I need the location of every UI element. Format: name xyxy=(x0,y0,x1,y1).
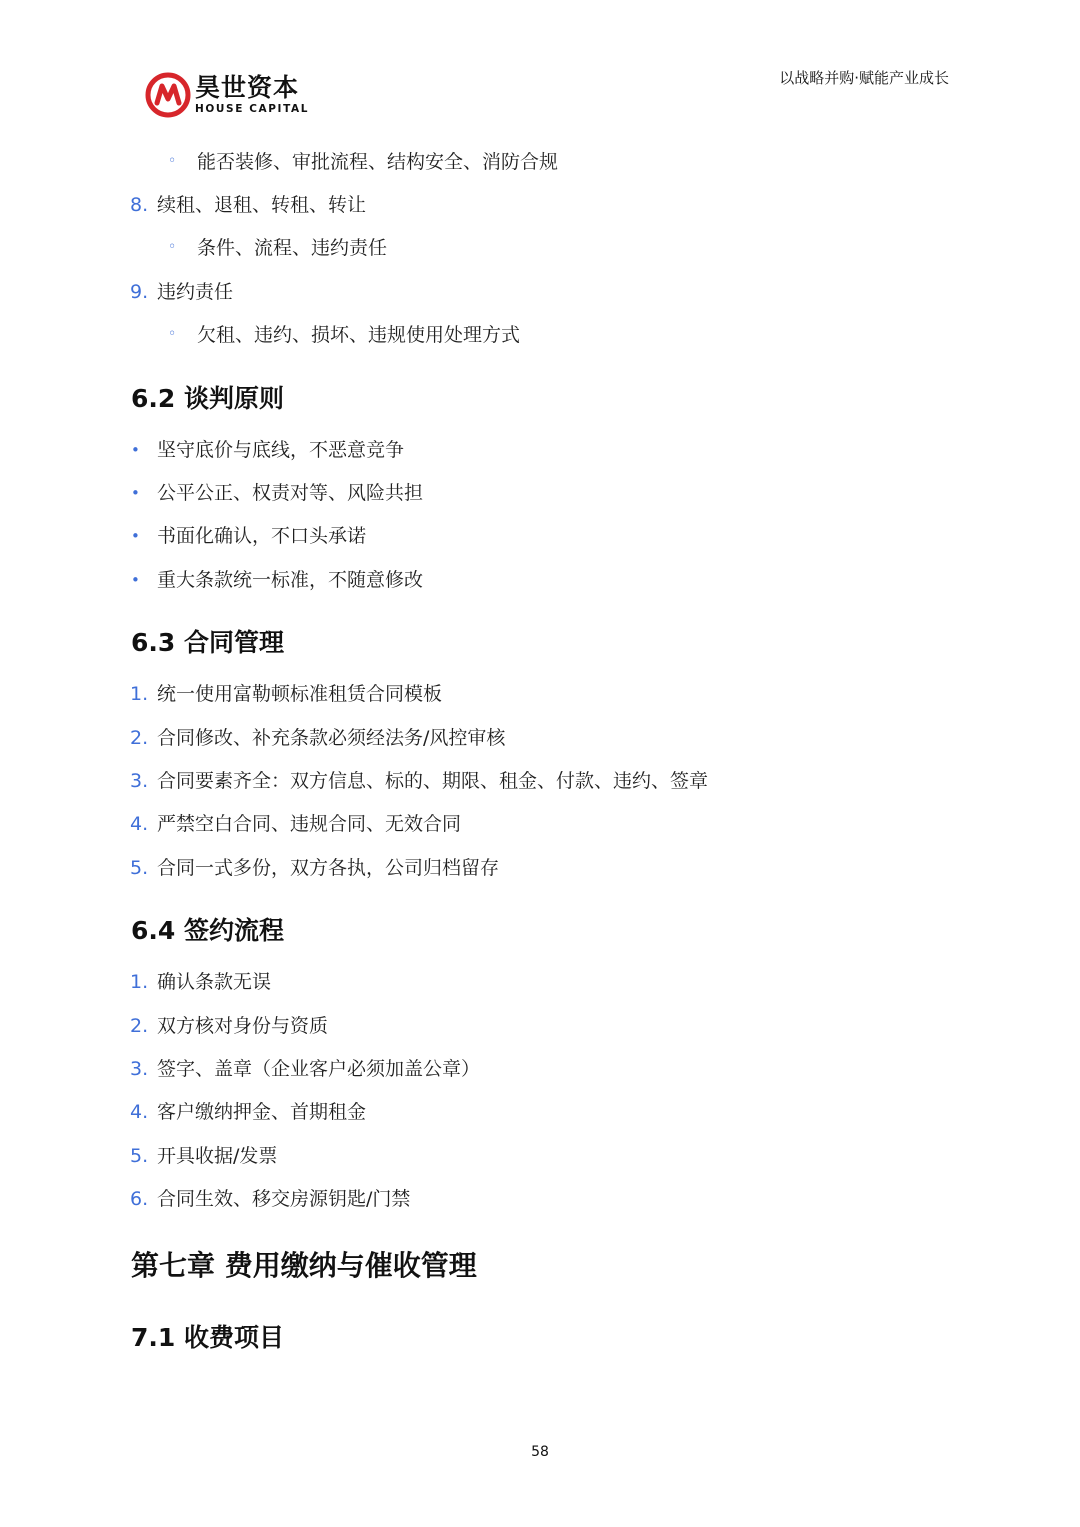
bullet-icon: • xyxy=(131,571,140,589)
logo-english-name: HOUSE CAPITAL xyxy=(195,103,310,116)
section-heading-7-1: 7.1 收费项目 xyxy=(131,1323,284,1352)
section-heading-6-3: 6.3 合同管理 xyxy=(131,628,284,657)
numbered-item: 1. 统一使用富勒顿标准租赁合同模板 xyxy=(130,683,443,705)
item-number: 4. xyxy=(130,813,149,835)
logo-chinese-name: 昊世资本 xyxy=(195,73,300,103)
numbered-item: 2. 合同修改、补充条款必须经法务/风控审核 xyxy=(130,727,506,749)
numbered-item: 4. 严禁空白合同、违规合同、无效合同 xyxy=(130,813,462,835)
hollow-bullet-icon: ◦ xyxy=(168,239,177,255)
bullet-icon: • xyxy=(131,484,140,502)
company-logo xyxy=(145,72,309,118)
item-number: 3. xyxy=(130,1058,149,1080)
numbered-item: 8. 续租、退租、转租、转让 xyxy=(130,194,367,216)
numbered-item: 3. 合同要素齐全：双方信息、标的、期限、租金、付款、违约、签章 xyxy=(130,770,709,792)
item-number: 2. xyxy=(130,727,149,749)
item-number: 4. xyxy=(130,1101,149,1123)
list-subitem: ◦ 欠租、违约、损坏、违规使用处理方式 xyxy=(168,324,521,346)
page-number: 58 xyxy=(531,1444,549,1460)
numbered-item: 5. 开具收据/发票 xyxy=(130,1145,278,1167)
item-number: 1. xyxy=(130,683,149,705)
bullet-item: • 重大条款统一标准，不随意修改 xyxy=(131,569,424,591)
bullet-item: • 书面化确认，不口头承诺 xyxy=(131,525,367,547)
bullet-item: • 坚守底价与底线，不恶意竞争 xyxy=(131,439,405,461)
numbered-item: 1. 确认条款无误 xyxy=(130,971,272,993)
numbered-item: 3. 签字、盖章（企业客户必须加盖公章） xyxy=(130,1058,481,1080)
list-subitem: ◦ 能否装修、审批流程、结构安全、消防合规 xyxy=(168,151,559,173)
item-number: 3. xyxy=(130,770,149,792)
bullet-icon: • xyxy=(131,441,140,459)
house-capital-logo-icon xyxy=(145,72,191,118)
list-subitem: ◦ 条件、流程、违约责任 xyxy=(168,237,388,259)
section-heading-6-2: 6.2 谈判原则 xyxy=(131,384,284,413)
hollow-bullet-icon: ◦ xyxy=(168,326,177,342)
numbered-item: 9. 违约责任 xyxy=(130,281,234,303)
item-number: 8. xyxy=(130,194,149,216)
header-slogan: 以战略并购·赋能产业成长 xyxy=(779,69,949,87)
numbered-item: 2. 双方核对身份与资质 xyxy=(130,1015,329,1037)
chapter-heading-7: 第七章 费用缴纳与催收管理 xyxy=(131,1249,477,1282)
numbered-item: 5. 合同一式多份，双方各执，公司归档留存 xyxy=(130,857,500,879)
item-number: 5. xyxy=(130,857,149,879)
hollow-bullet-icon: ◦ xyxy=(168,153,177,169)
item-number: 5. xyxy=(130,1145,149,1167)
item-number: 9. xyxy=(130,281,149,303)
section-heading-6-4: 6.4 签约流程 xyxy=(131,916,284,945)
item-number: 2. xyxy=(130,1015,149,1037)
numbered-item: 4. 客户缴纳押金、首期租金 xyxy=(130,1101,367,1123)
bullet-item: • 公平公正、权责对等、风险共担 xyxy=(131,482,424,504)
item-number: 1. xyxy=(130,971,149,993)
numbered-item: 6. 合同生效、移交房源钥匙/门禁 xyxy=(130,1188,411,1210)
item-number: 6. xyxy=(130,1188,149,1210)
bullet-icon: • xyxy=(131,527,140,545)
